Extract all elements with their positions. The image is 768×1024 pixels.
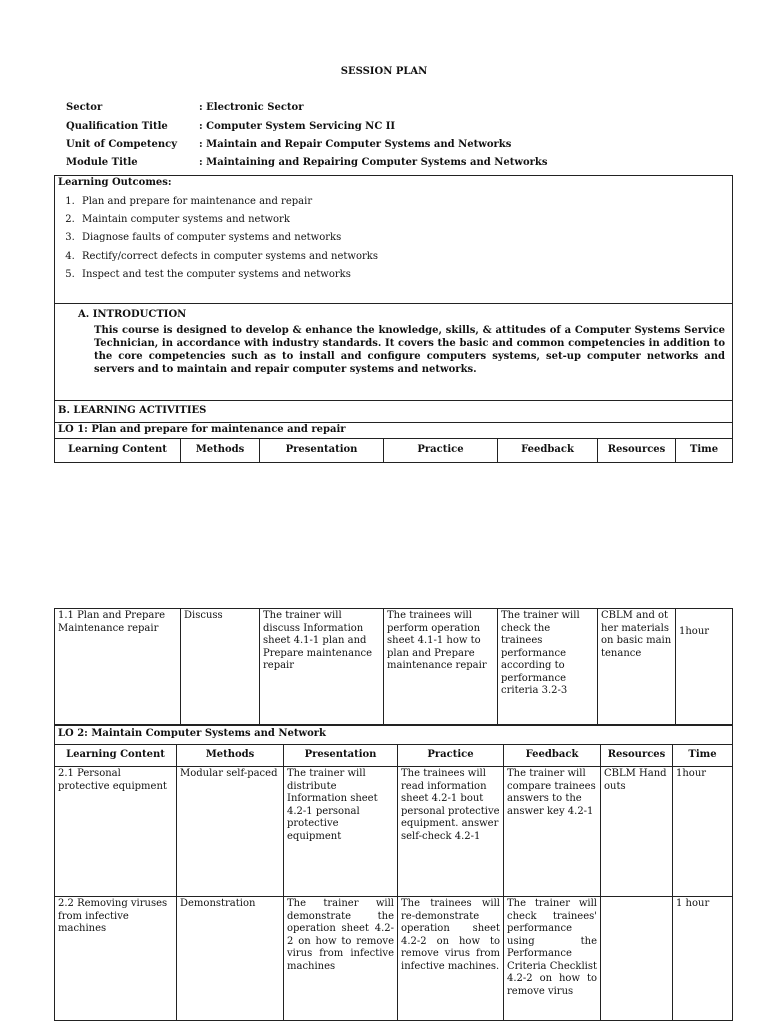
lo2-presentation-cell: The trainer will distribute Information sheet 4.2-1 personal protective equipment — [284, 767, 398, 897]
lo1-methods-cell: Discuss — [181, 609, 260, 726]
column-header: Feedback — [498, 439, 598, 463]
column-header: Learning Content — [55, 439, 181, 463]
lo2-resources-cell: CBLM Hand outs — [601, 767, 673, 897]
column-header: Presentation — [260, 439, 384, 463]
column-header: Learning Content — [55, 745, 177, 767]
lo1-heading: LO 1: Plan and prepare for maintenance and repair — [55, 423, 733, 439]
lo1-practice-cell: The trainees will perform operation sheet 4.1-1 how to plan and Prepare maintenance repair — [384, 609, 498, 726]
lo1-feedback-cell: The trainer will check the trainees performance according to performance criteria 3.2-3 — [498, 609, 598, 726]
lo1-resources-cell: CBLM and other materials on basic maintenance — [598, 609, 676, 726]
list-item: 5. Inspect and test the computer systems and networks — [78, 266, 729, 284]
lo2-methods-cell: Demonstration — [177, 897, 284, 1021]
lo1-presentation-cell: The trainer will discuss Information sheet 4.1-1 plan and Prepare maintenance repair — [260, 609, 384, 726]
column-header: Time — [676, 439, 733, 463]
page-title: SESSION PLAN — [340, 66, 428, 77]
introduction-text: This course is designed to develop & enhance the knowledge, skills, & attitudes of a Computer Systems Service Technician, in accordance with industry standards. It covers the basic and common competencies in addition to the core competencies such as to install and configure computers systems, set-up computer networks and servers and to maintain and repair computer systems and networks. — [94, 324, 726, 375]
lo2-feedback-cell: The trainer will compare trainees answers to the answer key 4.2-1 — [504, 767, 601, 897]
lo1-content-cell: 1.1 Plan and Prepare Maintenance repair — [55, 609, 181, 726]
header-value: : Maintaining and Repairing Computer Systems and Networks — [199, 157, 548, 168]
header-label: Module Title — [66, 157, 138, 168]
column-header: Practice — [398, 745, 504, 767]
column-header: Feedback — [504, 745, 601, 767]
lo2-resources-cell — [601, 897, 673, 1021]
header-value: : Computer System Servicing NC II — [199, 121, 396, 132]
column-header: Time — [673, 745, 733, 767]
column-header: Methods — [181, 439, 260, 463]
header-value: : Electronic Sector — [199, 102, 304, 113]
learning-outcomes-heading: Learning Outcomes: — [58, 177, 172, 188]
lo2-feedback-cell: The trainer will check trainees' performance using the Performance Criteria Checklist 4.2-2 on how to remove virus — [504, 897, 601, 1021]
header-label: Sector — [66, 102, 103, 113]
list-item: 4. Rectify/correct defects in computer systems and networks — [78, 248, 729, 266]
header-value: : Maintain and Repair Computer Systems and Networks — [199, 139, 512, 150]
lo2-content-cell: 2.1 Personal protective equipment — [55, 767, 177, 897]
column-header: Practice — [384, 439, 498, 463]
header-label: Qualification Title — [66, 121, 168, 132]
lo2-time-cell: 1hour — [673, 767, 733, 897]
lo2-time-cell: 1 hour — [673, 897, 733, 1021]
learning-activities-heading: B. LEARNING ACTIVITIES — [55, 401, 733, 423]
session-plan-table-top — [54, 175, 733, 463]
lo1-time-cell: 1hour — [676, 609, 733, 726]
lo2-content-cell: 2.2 Removing viruses from infective machines — [55, 897, 177, 1021]
list-item: 3. Diagnose faults of computer systems and networks — [78, 229, 729, 247]
list-item: 1. Plan and prepare for maintenance and repair — [78, 193, 729, 211]
session-plan-table-lo2 — [54, 724, 733, 1021]
lo2-practice-cell: The trainees will read information sheet 4.2-1 bout personal protective equipment. answer self-check 4.2-1 — [398, 767, 504, 897]
learning-outcomes-cell — [55, 176, 733, 304]
column-header: Presentation — [284, 745, 398, 767]
header-label: Unit of Competency — [66, 139, 178, 150]
table-row — [55, 609, 733, 726]
lo2-practice-cell: The trainees will re-demonstrate operation sheet 4.2-2 on how to remove virus from infective machines. — [398, 897, 504, 1021]
table-row — [55, 897, 733, 1021]
table-row — [55, 767, 733, 897]
introduction-heading: A. INTRODUCTION — [78, 309, 187, 320]
column-header: Resources — [601, 745, 673, 767]
lo2-methods-cell: Modular self-paced — [177, 767, 284, 897]
list-item: 2. Maintain computer systems and network — [78, 211, 729, 229]
introduction-cell — [55, 304, 733, 401]
learning-outcomes-list — [58, 193, 729, 285]
lo2-presentation-cell: The trainer will demonstrate the operation sheet 4.2-2 on how to remove virus from infective machines — [284, 897, 398, 1021]
column-header: Resources — [598, 439, 676, 463]
lo2-heading: LO 2: Maintain Computer Systems and Network — [55, 725, 733, 745]
column-header: Methods — [177, 745, 284, 767]
session-plan-table-lo1-row — [54, 608, 733, 726]
